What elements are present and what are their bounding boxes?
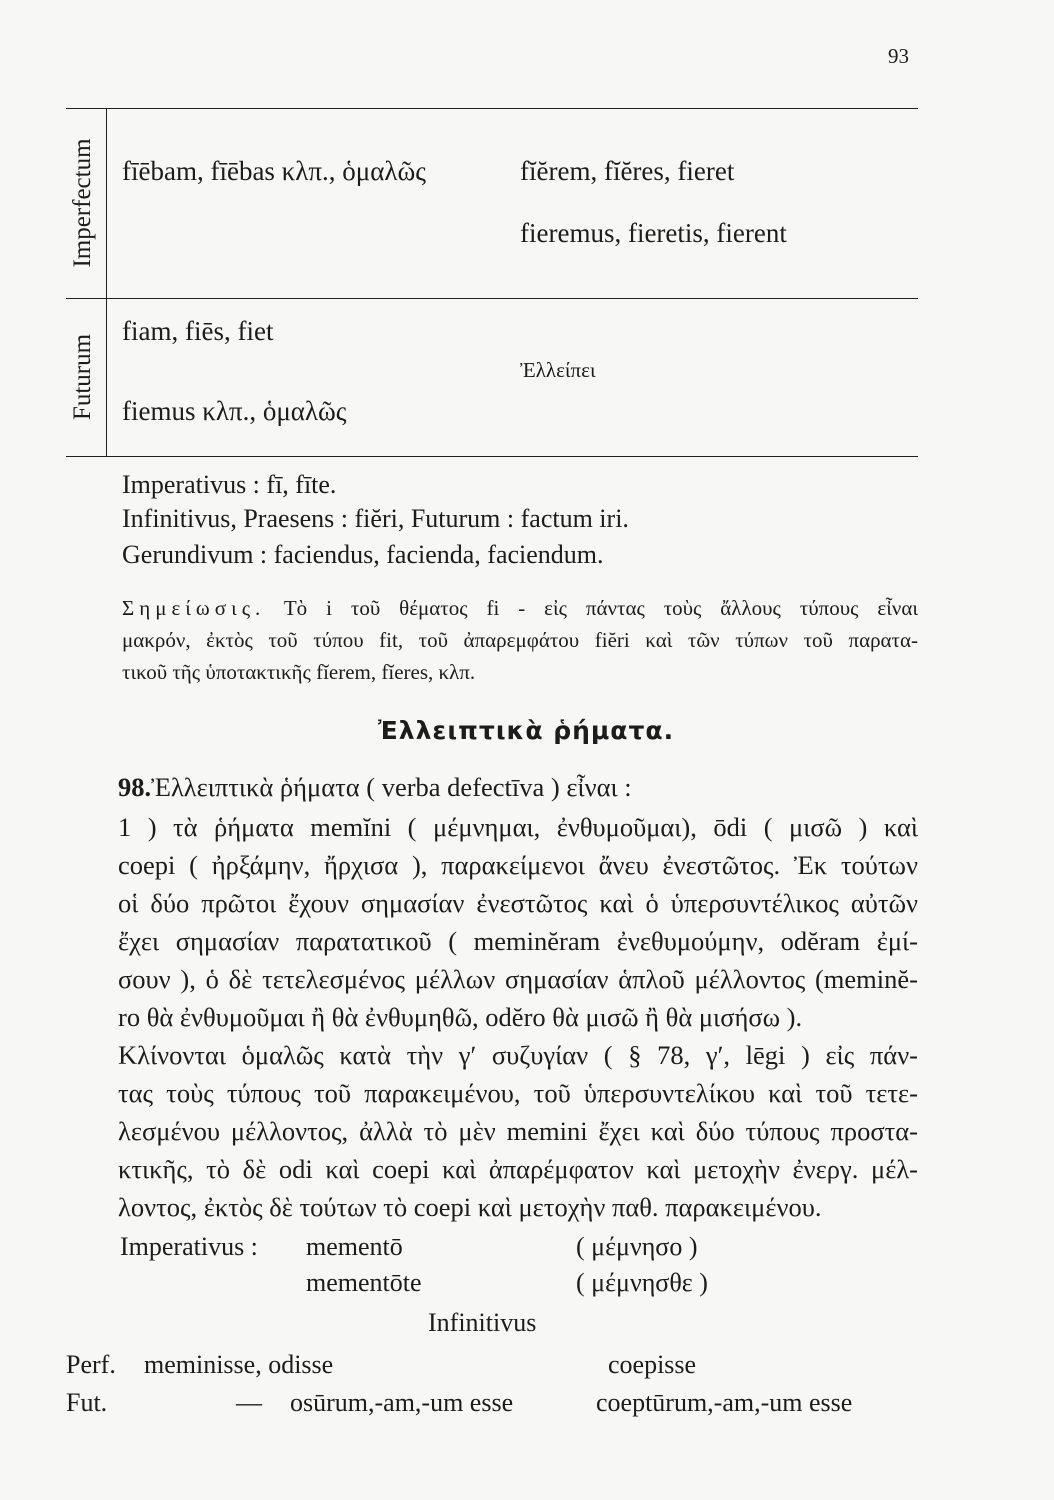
futurum-line-1: fiam, fiēs, fiet [122, 316, 274, 346]
section-number: 98. [118, 772, 152, 802]
remark-line-1 [122, 596, 918, 621]
gerundivum-fio: Gerundivum : faciendus, facienda, faciendum. [122, 540, 604, 569]
remark-line-3: τικοῦ τῆς ὑποτακτικῆς fĭerem, fĭeres, κλπ. [122, 660, 476, 684]
infinitivus-fio: Infinitivus, Praesens : fiĕri, Futurum : factum iri. [122, 504, 629, 533]
imperfectum-indicative: fīēbam, fīēbas κλπ., ὁμαλῶς [122, 156, 426, 186]
section-98-line-2: 1 ) τὰ ῥήματα memĭni ( μέμνημαι, ἐνθυμοῦμαι), ōdi ( μισῶ ) καὶ [118, 812, 918, 842]
section-98-line-6: σουν ), ὁ δὲ τετελεσμένος μέλλων σημασίαν ἁπλοῦ μέλλοντος (meminĕ- [118, 964, 918, 994]
section-98-line-10: λεσμένου μέλλοντος, ἀλλὰ τὸ μὲν memini ἔχει καὶ δύο τύπους προστα- [118, 1116, 918, 1146]
section-98-line-11: κτικῆς, τὸ δὲ odi καὶ coepi καὶ ἀπαρέμφατον καὶ μετοχὴν ἐνεργ. μέλ- [118, 1154, 918, 1184]
infinitivus-heading: Infinitivus [428, 1308, 537, 1337]
imperativus-form-2: mementōte [306, 1268, 422, 1297]
perf-forms: meminisse, odisse [144, 1350, 334, 1379]
fut-label: Fut. [66, 1388, 108, 1417]
section-98-line-7: ro θὰ ἐνθυμοῦμαι ἢ θὰ ἐνθυμηθῶ, odĕro θὰ μισῶ ἢ θὰ μισήσω ). [118, 1002, 803, 1032]
section-98-line-8: Κλίνονται ὁμαλῶς κατὰ τὴν γʹ συζυγίαν ( § 78, γʹ, lēgi ) εἰς πάν- [118, 1040, 918, 1070]
fut-forms: osūrum,-am,-um esse [290, 1388, 514, 1417]
table-middle-rule [66, 298, 918, 299]
perf-label: Perf. [66, 1350, 116, 1379]
section-98-line-3: coepi ( ἠρξάμην, ἤρχισα ), παρακείμενοι ἄνευ ἐνεστῶτος. Ἐκ τούτων [118, 850, 918, 880]
imperativus-form-1: mementō [306, 1232, 403, 1261]
table-top-rule [66, 108, 918, 109]
imperfectum-label: Imperfectum [69, 138, 96, 268]
section-98-text-1: Ἐλλειπτικὰ ῥήματα ( verba defectīva ) εἶναι : [151, 772, 632, 802]
imperfectum-subjunctive-1: fĭĕrem, fĭĕres, fieret [520, 156, 735, 186]
futurum-line-2: fiemus κλπ., ὁμαλῶς [122, 396, 347, 426]
futurum-note: Ἐλλείπει [520, 358, 596, 382]
section-heading: Ἐλλειπτικὰ ῥήματα. [378, 716, 675, 745]
imperativus-fio: Imperativus : fī, fīte. [122, 470, 337, 499]
remark-label: Σημείωσις. [122, 596, 266, 620]
futurum-label: Futurum [69, 333, 96, 421]
imperativus-label: Imperativus : [120, 1232, 258, 1261]
fut-coepi: coeptūrum,-am,-um esse [596, 1388, 853, 1417]
section-98-line-1 [118, 772, 632, 803]
page-number: 93 [888, 44, 909, 68]
imperfectum-subjunctive-2: fieremus, fieretis, fierent [520, 218, 787, 248]
fut-dash: — [236, 1388, 262, 1417]
imperativus-gloss-1: ( μέμνησο ) [576, 1232, 698, 1261]
remark-text-1: Τὸ i τοῦ θέματος fi - εἰς πάντας τοὺς ἄλλους τύπους εἶναι [283, 596, 918, 620]
section-98-line-5: ἔχει σημασίαν παρατατικοῦ ( meminĕram ἐνεθυμούμην, odĕram ἐμί- [118, 926, 918, 956]
perf-coepi: coepisse [608, 1350, 697, 1379]
section-98-line-9: τας τοὺς τύπους τοῦ παρακειμένου, τοῦ ὑπερσυντελίκου καὶ τοῦ τετε- [118, 1078, 918, 1108]
remark-line-2: μακρόν, ἐκτὸς τοῦ τύπου fit, τοῦ ἀπαρεμφάτου fiĕri καὶ τῶν τύπων τοῦ παρατα- [122, 628, 918, 652]
section-98-line-4: οἱ δύο πρῶτοι ἔχουν σημασίαν ἐνεστῶτος καὶ ὁ ὑπερσυντέλικος αὐτῶν [118, 888, 918, 918]
table-label-divider [106, 108, 107, 456]
imperativus-gloss-2: ( μέμνησθε ) [576, 1268, 708, 1297]
section-98-line-12: λοντος, ἐκτὸς δὲ τούτων τὸ coepi καὶ μετοχὴν παθ. παρακειμένου. [118, 1192, 822, 1222]
table-bottom-rule [66, 456, 918, 457]
